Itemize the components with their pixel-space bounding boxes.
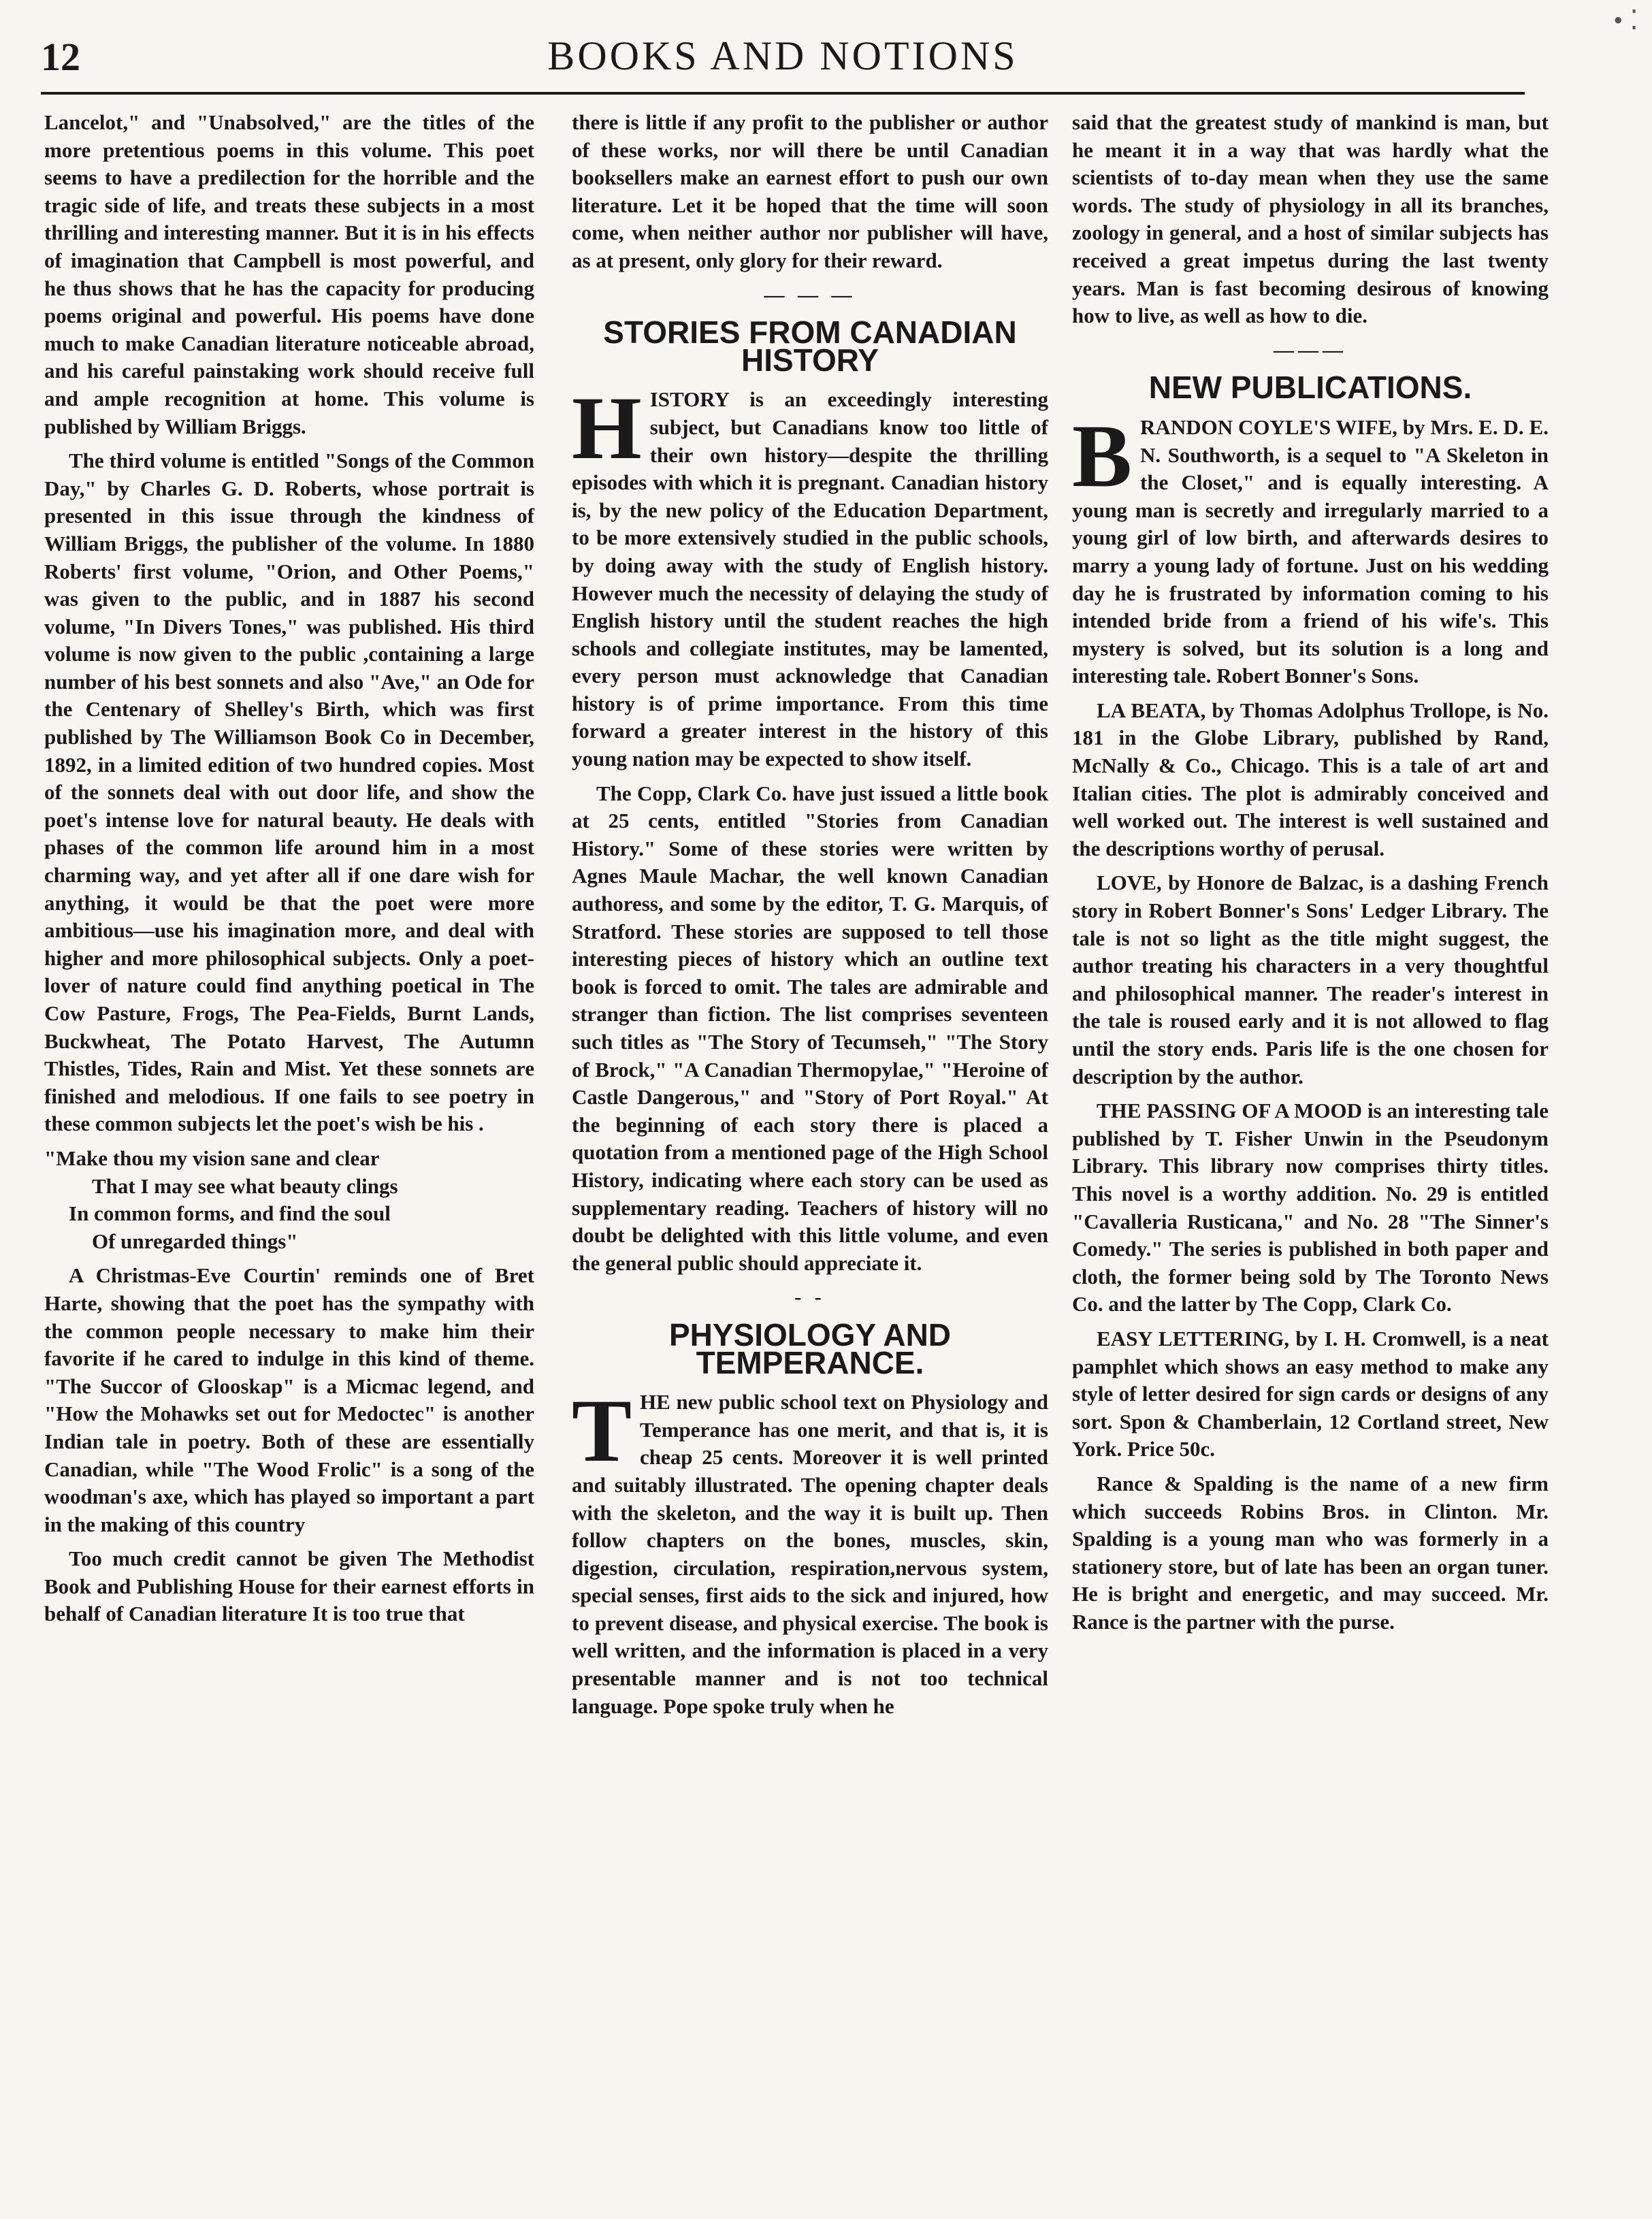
col3-paragraph: LA BEATA, by Thomas Adolphus Trollope, is No. 181 in the Globe Library, published by Rand, McNally & Co., Chicago. This is a tale of art and Italian cities. The plot is admirably conceived and well worked out. The interest is well sustained and the descriptions worthy of perusal. xyxy=(1072,698,1549,860)
header-rule xyxy=(41,92,1525,95)
verse-line: That I may see what beauty clings xyxy=(92,1173,398,1198)
section-title-new-publications: NEW PUBLICATIONS. xyxy=(1148,370,1472,406)
column-3 xyxy=(1072,109,1549,1642)
column-2 xyxy=(572,109,1048,1727)
corner-marks: • ⁚ xyxy=(1613,5,1638,35)
drop-cap: H xyxy=(572,378,642,479)
page-header xyxy=(41,27,1525,88)
section-title-canadian-history: STORIES FROM CANADIAN HISTORY xyxy=(603,314,1017,378)
drop-cap: T xyxy=(572,1380,632,1481)
col3-paragraph: LOVE, by Honore de Balzac, is a dashing French story in Robert Bonner's Sons' Ledger Library. The tale is not so light as the title might suggest, the author treating his characters in a very thoughtful and philosophical manner. The reader's interest in the tale is roused early and it is not allowed to flag until the story ends. Paris life is the one chosen for description by the author. xyxy=(1072,871,1549,1088)
section-separator: - - xyxy=(794,1286,826,1309)
drop-cap: B xyxy=(1072,405,1133,506)
col2-paragraph: ISTORY is an exceedingly interesting subject, but Canadians know too little of their own history—despite the thrilling episodes with which it is pregnant. Canadian history is, by the new policy of the Education Department, to be more extensively studied in the public schools, by doing away with the study of English history. However much the necessity of delaying the study of English history until the student reaches the high schools and collegiate institutes, may be lamented, every person must acknowledge that Canadian history is of prime importance. From this time forward a greater interest in the history of this young nation may be expected to show itself. xyxy=(572,387,1048,771)
section-title-physiology: PHYSIOLOGY AND TEMPERANCE. xyxy=(668,1316,952,1380)
col2-paragraph: there is little if any profit to the publisher or author of these works, nor will there be until Canadian booksellers make an earnest effort to push our own literature. Let it be hoped that the time will soon come, when neither author nor publisher will have, as at present, only glory for their reward. xyxy=(572,110,1048,272)
column-1 xyxy=(44,109,534,1635)
col1-paragraph: A Christmas-Eve Courtin' reminds one of Bret Harte, showing that the poet has the sympathy with the common people necessary to make him their favorite if he cared to indulge in this kind of theme. "The Succor of Glooskap" is a Micmac legend, and "How the Mohawks set out for Medoctec" is another Indian tale in poetry. Both of these are essentially Canadian, while "The Wood Frolic" is a song of the woodman's axe, which has played so important a part in the making of this country xyxy=(44,1263,534,1536)
col3-paragraph: EASY LETTERING, by I. H. Cromwell, is a neat pamphlet which shows an easy method to make any style of letter desired for sign cards or designs of any sort. Spon & Chamberlain, 12 Cortland street, New York. Price 50c. xyxy=(1072,1326,1549,1461)
col3-paragraph: Rance & Spalding is the name of a new firm which succeeds Robins Bros. in Clinton. Mr. Spalding is a young man who was formerly in a stationery store, but of late has been an organ tuner. He is bright and energetic, and may succeed. Mr. Rance is the partner with the purse. xyxy=(1072,1471,1549,1634)
col3-paragraph: said that the greatest study of mankind is man, but he meant it in a way that was hardly what the scientists of to-day mean when they use the same words. The study of physiology in all its branches, zoology in general, and a host of similar subjects has received a great impetus during the last twenty years. Man is fast becoming desirous of knowing how to live, as well as how to die. xyxy=(1072,110,1549,328)
section-separator: ——— xyxy=(1274,338,1347,361)
col2-paragraph: The Copp, Clark Co. have just issued a little book at 25 cents, entitled "Stories from Canadian History." Some of these stories were written by Agnes Maule Machar, the well known Canadian authoress, and some by the editor, T. G. Marquis, of Stratford. These stories are supposed to tell those interesting pieces of history which an outline text book is forced to omit. The tales are admirable and stranger than fiction. The list comprises seventeen such titles as "The Story of Tecumseh," "The Story of Brock," "A Canadian Thermopylae," "Heroine of Castle Dangerous," and "Story of Port Royal." At the beginning of each story there is placed a quotation from a mentioned page of the High School History, indicating where each story can be used as supplementary reading. Teachers of history will no doubt be delighted with this little volume, and even the general public should appreciate it. xyxy=(572,781,1048,1275)
page-number: 12 xyxy=(41,35,80,79)
col1-paragraph: Lancelot," and "Unabsolved," are the titles of the more pretentious poems in this volume. This poet seems to have a predilection for the horrible and the tragic side of life, and treats these subjects in a most thrilling and interesting manner. But it is in his effects of imagination that Campbell is most powerful, and he thus shows that he has the capacity for producing poems original and powerful. His poems have done much to make Canadian literature noticeable abroad, and his careful painstaking work should receive full and ample recognition at home. This volume is published by William Briggs. xyxy=(44,110,534,438)
running-title: BOOKS AND NOTIONS xyxy=(547,33,1018,78)
verse-quote xyxy=(44,1145,534,1255)
col2-paragraph: HE new public school text on Physiology and Temperance has one merit, and that is, it is cheap 25 cents. Moreover it is well printed and suitably illustrated. The opening chapter deals with the skeleton, and the way it is built up. Then follow chapters on the bones, muscles, skin, digestion, circulation, respiration,nervous system, special senses, first aids to the sick and injured, how to prevent disease, and physical exercise. The book is well written, and the information is placed in a very presentable manner and is not too technical language. Pope spoke truly when he xyxy=(572,1390,1048,1718)
col1-paragraph: Too much credit cannot be given The Methodist Book and Publishing House for their earnest efforts in behalf of Canadian literature It is too true that xyxy=(44,1546,534,1626)
section-separator: — — — xyxy=(764,283,856,306)
verse-line: "Make thou my vision sane and clear xyxy=(44,1146,380,1170)
verse-line: In common forms, and find the soul xyxy=(69,1201,391,1226)
verse-line: Of unregarded things" xyxy=(92,1229,298,1253)
col3-paragraph: RANDON COYLE'S WIFE, by Mrs. E. D. E. N. Southworth, is a sequel to "A Skeleton in the Closet," and is equally interesting. A young man is secretly and irregularly married to a young girl of low birth, and afterwards desires to marry a young lady of fortune. Just on his wedding day he is frustrated by information coming to his intended bride from a friend of his wife's. This mystery is solved, but its solution is a long and interesting tale. Robert Bonner's Sons. xyxy=(1072,415,1549,688)
col3-paragraph: THE PASSING OF A MOOD is an interesting tale published by T. Fisher Unwin in the Pseudonym Library. This library now comprises thirty titles. This novel is a worthy addition. No. 29 is entitled "Cavalleria Rusticana," and No. 28 "The Sinner's Comedy." The series is published in both paper and cloth, the former being sold by The Toronto News Co. and the latter by The Copp, Clark Co. xyxy=(1072,1099,1549,1316)
col1-paragraph: The third volume is entitled "Songs of the Common Day," by Charles G. D. Roberts, whose portrait is presented in this issue through the kindness of William Briggs, the publisher of the volume. In 1880 Roberts' first volume, "Orion, and Other Poems," was given to the public, and in 1887 his second volume, "In Divers Tones," was published. His third volume is now given to the public ,containing a large number of his best sonnets and also "Ave," an Ode for the Centenary of Shelley's Birth, which was first published by The Williamson Book Co in December, 1892, in a limited edition of two hundred copies. Most of the sonnets deal with out door life, and show the poet's intense love for natural beauty. He deals with phases of the common life around him in a most charming way, and yet after all if one dare wish for anything, it would be that the poet were more ambitious—use his imagination more, and deal with higher and more philosophical subjects. Only a poet-lover of nature could find anything poetical in The Cow Pasture, Frogs, The Pea-Fields, Burnt Lands, Buckwheat, The Potato Harvest, The Autumn Thistles, Tides, Rain and Mist. Yet these sonnets are finished and melodious. If one fails to see poetry in these common subjects let the poet's wish be his . xyxy=(44,449,534,1136)
